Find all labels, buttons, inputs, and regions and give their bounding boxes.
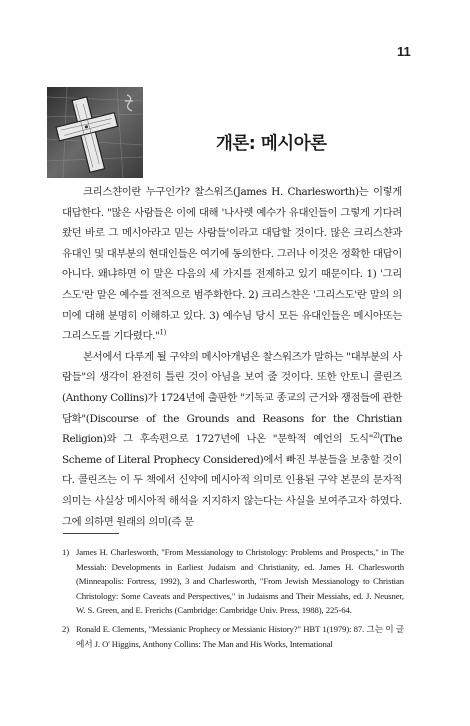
footnote-2 — [62, 622, 404, 651]
body-text — [62, 182, 402, 532]
footnote-divider — [63, 533, 119, 534]
footnote-text: Ronald E. Clements, "Messianic Prophecy or Messianic History?" HBT 1(1979): 87. 그는 이 글에서 J. O' Higgins, Anthony Collins: The Man and His Works, International — [76, 623, 404, 649]
footnote-number: 2) — [62, 623, 70, 634]
footnote-ref-2: 2) — [373, 431, 380, 440]
chapter-title: 개론: 메시아론 — [216, 134, 327, 154]
paragraph-2-text-b: (The Scheme of Literal Prophecy Considered)에서 빠진 부분들을 보충할 것이다. 콜린즈는 이 두 책에서 신약에 메시아적 의미로 인용된 구약 본문의 문자적 의미는 사실상 메시아적 해석을 지지하지 않는다는 사실을 보여주고자 하였다. 그에 의하면 원래의 의미(즉 문 — [62, 433, 402, 528]
paragraph-1-text: 크리스챤이란 누구인가? 찰스워즈(James H. Charlesworth)는 이렇게 대답한다. "많은 사람들은 이에 대해 '나사렛 예수가 유대인들이 그렇게 기다려 왔던 바로 그 메시아라고 믿는 사람들'이라고 대답할 것이다. 많은 크리스챤과 유대인 및 대부분의 현대인들은 여기에 동의한다. 그러나 이것은 정확한 대답이 아니다. 왜냐하면 이 말은 다음의 세 가지를 전제하고 있기 때문이다. 1) '그리스도'란 말은 예수를 전적으로 범주화한다. 2) 크리스챤은 '그리스도'란 말의 의미에 대해 분명히 이해하고 있다. 3) 예수님 당시 모든 유대인들은 메시아또는 그리스도를 기다렸다." — [62, 186, 402, 343]
paragraph-1 — [62, 182, 402, 347]
footnote-text: James H. Charlesworth, "From Messianology to Christology: Problems and Prospects," in The Messiah: Developments in Earliest Judaism and Christianity, ed. James H. Charlesworth (Minneapolis: Fortress, 1992), 3 and Charlesworth, "From Jewish Messianology to Christian Christology: Some Caveats and Perspectives," in Judaisms and Their Messiahs, ed. J. Neusner, W. S. Green, and E. Frerichs (Cambridge: Cambridge Univ. Press, 1988), 225-64. — [76, 547, 404, 616]
footnotes — [62, 545, 404, 655]
page-number: 11 — [397, 44, 411, 59]
cross-icon — [47, 87, 143, 178]
footnote-ref-1: 1) — [159, 328, 167, 337]
chapter-image — [47, 87, 143, 178]
paragraph-2 — [62, 347, 402, 532]
footnote-1 — [62, 545, 404, 618]
footnote-number: 1) — [62, 547, 70, 557]
paragraph-2-text-a: 본서에서 다루게 될 구약의 메시아개념은 찰스워즈가 말하는 "대부분의 사람들"의 생각이 완전히 틀린 것이 아님을 보여 줄 것이다. 또한 안토니 콜린즈(Anthony Collins)가 1724년에 출판한 "기독교 종교의 근거와 쟁점들에 관한 담화"(Discourse of the Grounds and Reasons for the Christian Religion)와 그 후속편으로 1727년에 나온 "문학적 예언의 도식" — [62, 350, 402, 446]
